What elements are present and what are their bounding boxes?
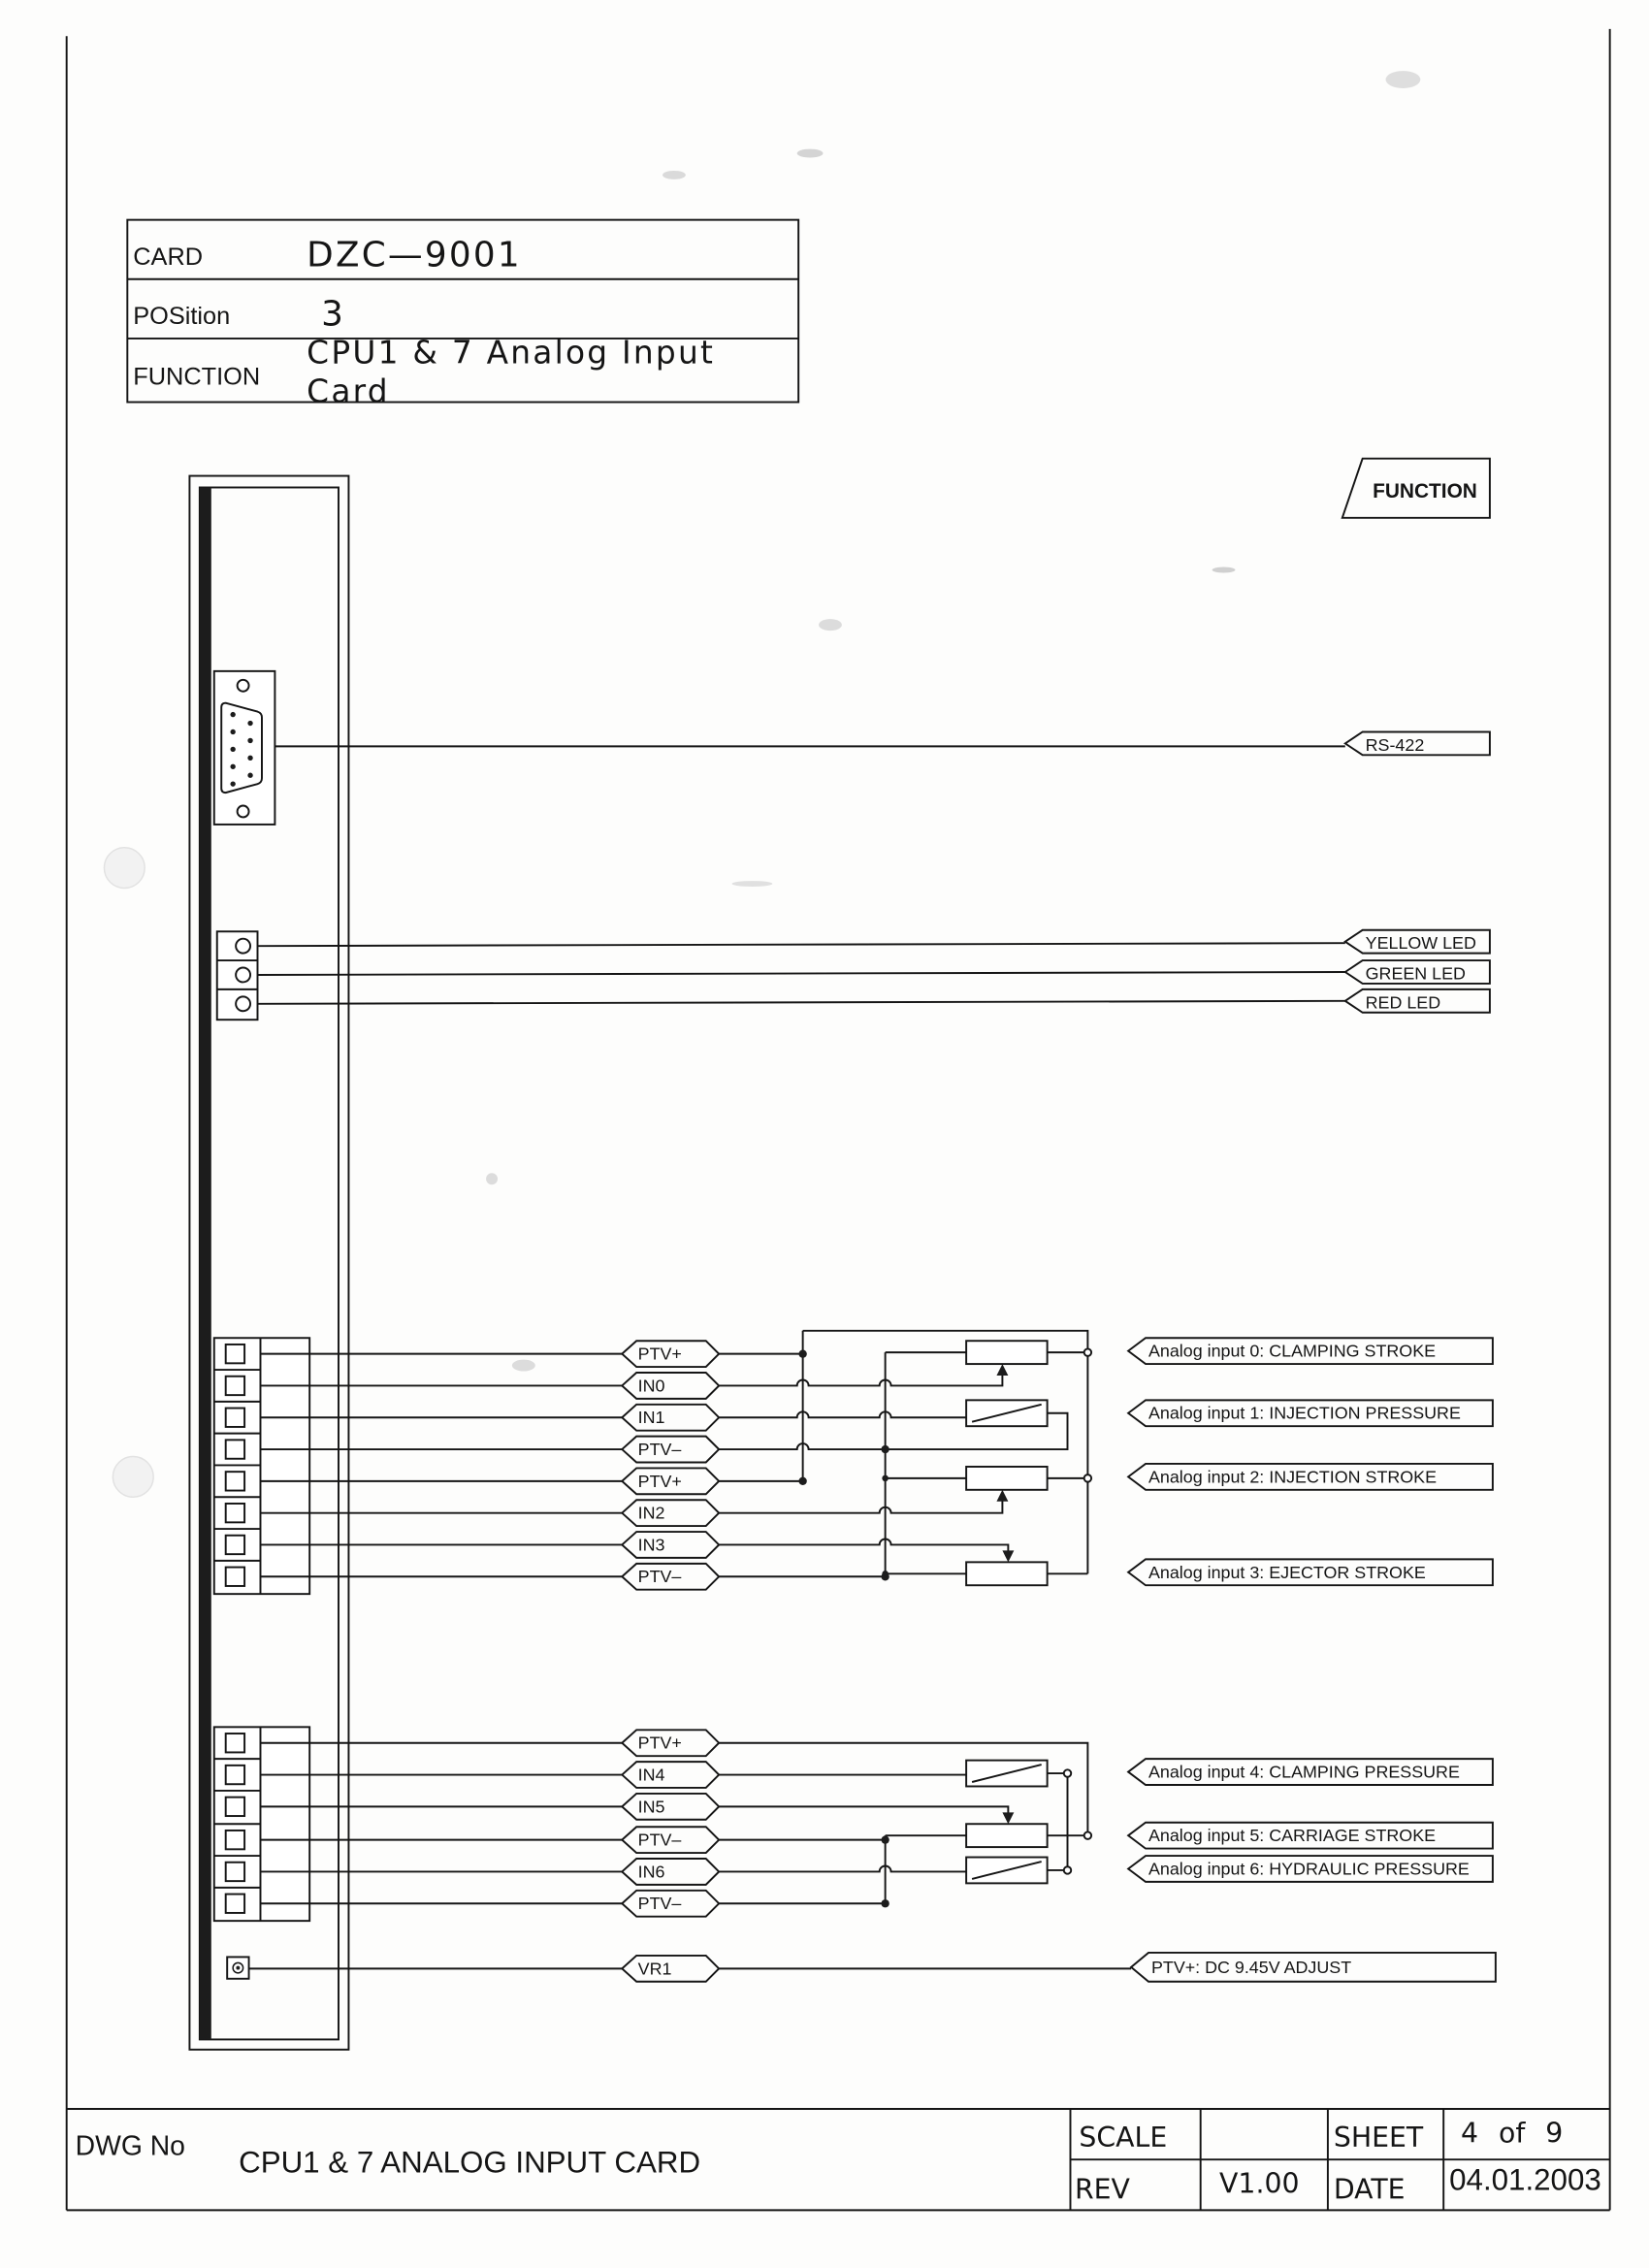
scan-speck xyxy=(486,1173,498,1184)
wiper-arrow-icon xyxy=(1002,1550,1014,1562)
junction-dot xyxy=(881,1445,889,1453)
drawing-title: CPU1 & 7 ANALOG INPUT CARD xyxy=(239,2145,701,2180)
panel-edge-strip xyxy=(200,487,211,2039)
terminal-point xyxy=(1084,1348,1091,1355)
vr1-tag: VR1 xyxy=(637,1959,672,1979)
terminal-block-1 xyxy=(214,1338,309,1594)
scan-speck xyxy=(1386,71,1421,88)
junction-dot xyxy=(882,1475,889,1482)
scan-speck xyxy=(819,619,842,631)
led-yellow-label: YELLOW LED xyxy=(1365,933,1476,954)
signal-tags-block-1 xyxy=(622,1341,719,1589)
wiper-arrow-icon xyxy=(996,1490,1008,1502)
vr1-trimmer xyxy=(227,1953,1496,1982)
function-header-box xyxy=(1342,459,1490,518)
junction-dot xyxy=(881,1835,889,1843)
potentiometer-icon xyxy=(966,1562,1048,1585)
scan-speck xyxy=(512,1360,535,1372)
signal-tags-block-2 xyxy=(622,1730,719,1916)
signal-tag: IN0 xyxy=(637,1376,665,1396)
rs422-function-tag xyxy=(1345,731,1490,755)
signal-tag: PTV– xyxy=(637,1830,682,1850)
signal-tag: IN3 xyxy=(637,1535,665,1555)
position-value: 3 xyxy=(321,294,343,335)
db9-connector xyxy=(214,671,275,825)
sheet-label: SHEET xyxy=(1333,2121,1424,2154)
signal-tag: IN6 xyxy=(637,1862,665,1882)
date-label: DATE xyxy=(1333,2173,1406,2206)
signal-tag: IN5 xyxy=(637,1797,665,1817)
scale-label: SCALE xyxy=(1079,2121,1168,2154)
rev-label: REV xyxy=(1074,2173,1130,2206)
hole-punch xyxy=(104,848,145,889)
card-label: CARD xyxy=(133,243,204,271)
scan-speck xyxy=(797,149,824,158)
function-header: FUNCTION xyxy=(1373,479,1477,502)
date-value: 04.01.2003 xyxy=(1449,2162,1601,2197)
wires-terminal-block-2 xyxy=(260,1743,622,1904)
signal-tag: PTV– xyxy=(637,1440,682,1460)
signal-tag: PTV+ xyxy=(637,1344,682,1364)
led-function-tags xyxy=(1345,930,1490,1013)
terminal-point xyxy=(1064,1866,1071,1873)
signal-tag: PTV– xyxy=(637,1567,682,1587)
analog-input-label: Analog input 0: CLAMPING STROKE xyxy=(1148,1341,1437,1361)
potentiometer-icon xyxy=(966,1341,1048,1364)
function-value-line-2: Card xyxy=(307,373,390,410)
card-value: DZC—9001 xyxy=(307,235,522,275)
analog-input-label: Analog input 6: HYDRAULIC PRESSURE xyxy=(1148,1859,1470,1879)
scan-speck xyxy=(663,171,686,179)
rs422-label: RS-422 xyxy=(1365,734,1425,755)
title-block xyxy=(67,2109,1610,2210)
position-label: POSition xyxy=(133,302,231,330)
terminal-block-2 xyxy=(214,1727,309,1921)
signal-tag: PTV+ xyxy=(637,1733,682,1753)
signal-tag: IN1 xyxy=(637,1408,665,1428)
terminal-point xyxy=(1064,1769,1071,1776)
sensor-wiring-group-1 xyxy=(719,1331,1091,1585)
wiper-arrow-icon xyxy=(996,1364,1008,1376)
led-indicators xyxy=(217,931,258,1020)
analog-input-label: Analog input 2: INJECTION STROKE xyxy=(1148,1467,1438,1487)
junction-dot xyxy=(882,1571,889,1577)
analog-input-label: Analog input 5: CARRIAGE STROKE xyxy=(1148,1826,1437,1846)
wires-led xyxy=(258,943,1345,1004)
card-info-table xyxy=(127,220,798,410)
dwg-no-label: DWG No xyxy=(75,2130,185,2162)
rev-value: V1.00 xyxy=(1219,2167,1300,2200)
junction-dot xyxy=(798,1477,806,1485)
analog-input-label: Analog input 3: EJECTOR STROKE xyxy=(1148,1562,1426,1582)
signal-tag: PTV– xyxy=(637,1894,682,1914)
function-value-line-1: CPU1 & 7 Analog Input xyxy=(307,334,716,372)
analog-input-label: Analog input 1: INJECTION PRESSURE xyxy=(1148,1403,1461,1423)
sheet-value: 4 of 9 xyxy=(1461,2117,1564,2150)
signal-tag: IN2 xyxy=(637,1503,665,1523)
analog-input-label: Analog input 4: CLAMPING PRESSURE xyxy=(1148,1762,1460,1782)
junction-dot xyxy=(798,1349,806,1357)
wiper-arrow-icon xyxy=(1002,1812,1014,1824)
function-label: FUNCTION xyxy=(133,363,261,391)
junction-dot xyxy=(881,1899,889,1907)
scan-speck xyxy=(732,881,773,887)
scan-speck xyxy=(1212,567,1236,573)
analog-input-labels xyxy=(1128,1338,1493,1882)
potentiometer-icon xyxy=(966,1824,1048,1847)
led-green-label: GREEN LED xyxy=(1365,963,1466,984)
sensor-wiring-group-2 xyxy=(719,1743,1091,1908)
vr1-function-label: PTV+: DC 9.45V ADJUST xyxy=(1150,1957,1352,1977)
wires-terminal-block-1 xyxy=(260,1354,622,1577)
terminal-point xyxy=(1084,1474,1091,1481)
signal-tag: PTV+ xyxy=(637,1471,682,1491)
hole-punch xyxy=(113,1457,153,1498)
potentiometer-icon xyxy=(966,1467,1048,1490)
signal-tag: IN4 xyxy=(637,1765,665,1785)
terminal-point xyxy=(1084,1831,1091,1838)
led-red-label: RED LED xyxy=(1365,992,1441,1013)
